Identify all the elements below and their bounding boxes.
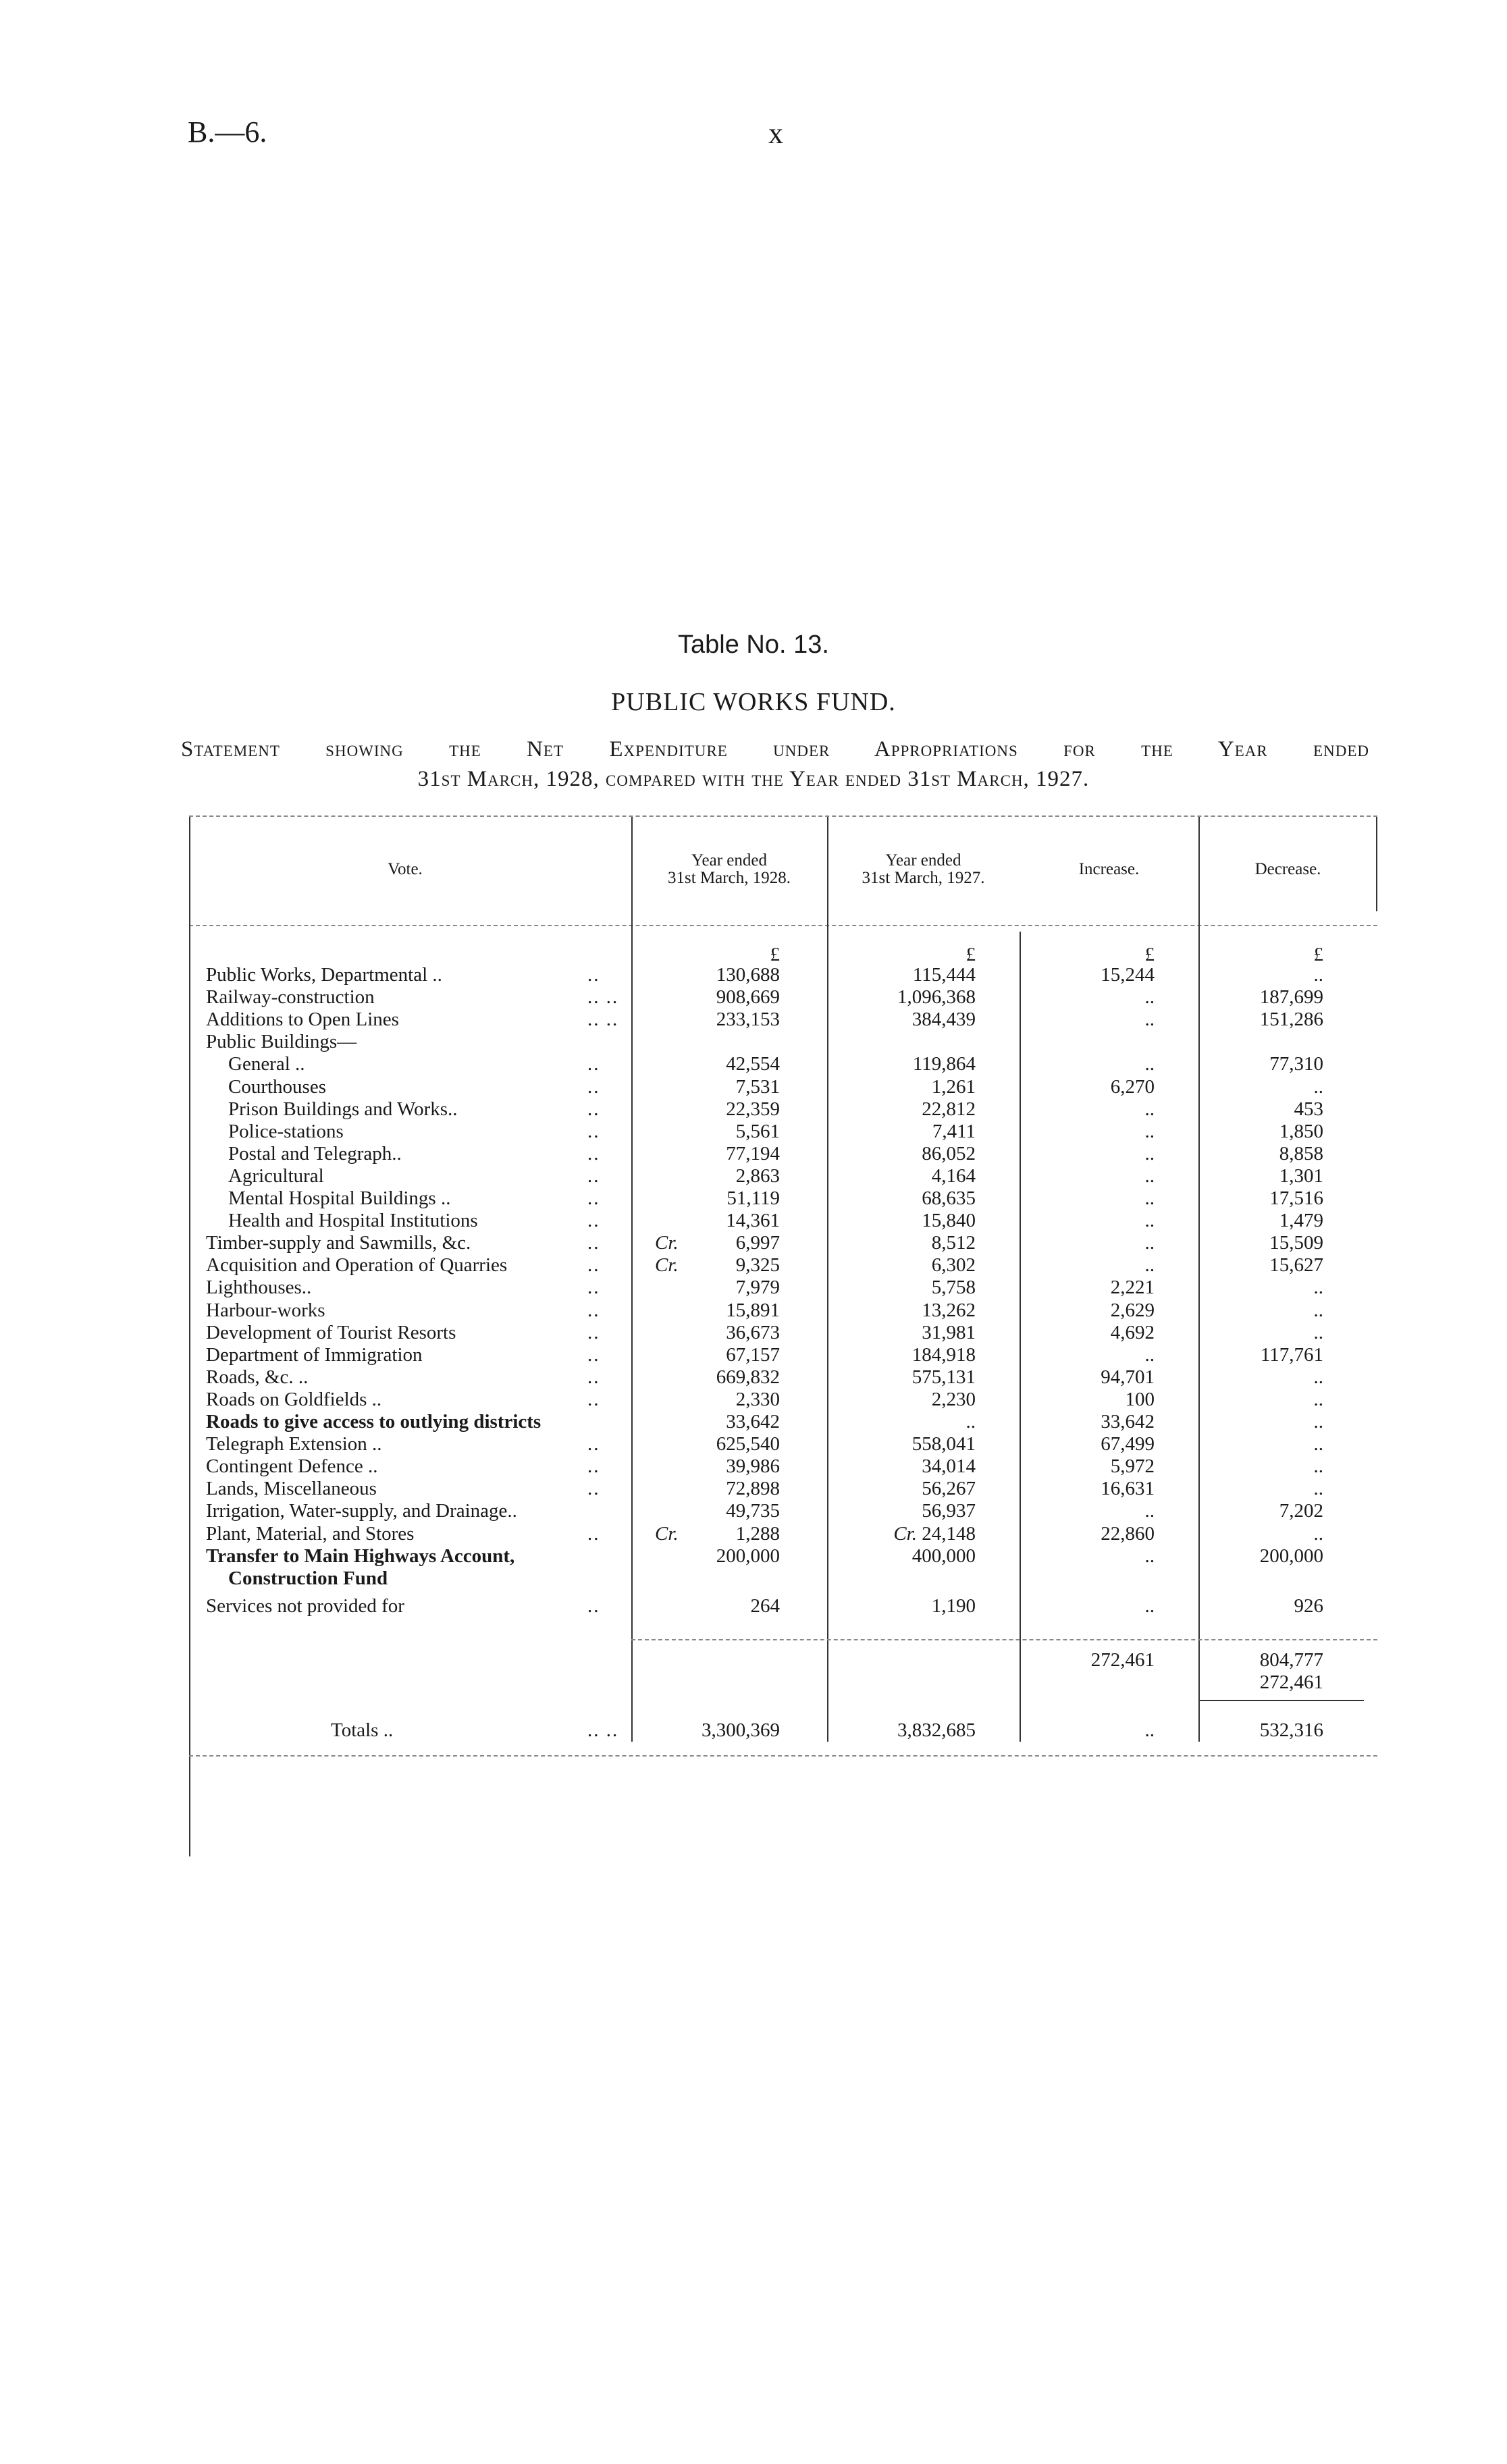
- page-reference: B.—6.: [188, 115, 267, 149]
- value-1928: 908,669: [716, 986, 780, 1009]
- table-row: [0, 986, 1507, 1009]
- value-1928: 264: [750, 1595, 780, 1617]
- totals-label: Totals ..: [331, 1719, 394, 1741]
- credit-marker: Cr.: [655, 1522, 679, 1545]
- total-increase: ..: [1144, 1719, 1155, 1741]
- value-increase: ..: [1144, 1343, 1155, 1366]
- value-increase: 33,642: [1101, 1411, 1155, 1432]
- value-1928: 14,361: [726, 1210, 780, 1232]
- leader-dots: .. ..: [587, 1719, 619, 1741]
- value-1927: 184,918: [911, 1343, 976, 1366]
- leader-dots: ..: [587, 1522, 600, 1545]
- total-decrease: 532,316: [1259, 1719, 1323, 1741]
- subtotal-increase: 272,461: [1090, 1649, 1155, 1671]
- statement-line-2: 31st March, 1928, compared with the Year ended 31st March, 1927.: [417, 767, 1090, 791]
- vote-label: Health and Hospital Institutions: [228, 1210, 478, 1232]
- vote-label: Lighthouses..: [206, 1277, 312, 1299]
- vote-label: Agricultural: [228, 1164, 324, 1187]
- statement-line-1: Statement showing the Net Expenditure under Appropriations for the Year ended: [181, 737, 1369, 761]
- vote-label: Construction Fund: [228, 1567, 388, 1589]
- value-decrease: ..: [1313, 1411, 1323, 1432]
- value-increase: ..: [1144, 1595, 1155, 1617]
- value-1927: 8,512: [931, 1232, 976, 1254]
- value-decrease: 151,286: [1259, 1009, 1323, 1031]
- value-1928: 1,288: [735, 1522, 780, 1545]
- vote-label: Roads on Goldfields ..: [206, 1388, 382, 1410]
- value-decrease: 77,310: [1269, 1053, 1323, 1075]
- table-row: [0, 1053, 1507, 1075]
- value-decrease: 1,479: [1279, 1210, 1323, 1232]
- leader-dots: ..: [587, 1595, 600, 1617]
- value-increase: 2,221: [1110, 1277, 1155, 1299]
- value-decrease: 8,858: [1279, 1142, 1323, 1164]
- value-decrease: ..: [1313, 1277, 1323, 1299]
- vote-label: Acquisition and Operation of Quarries: [206, 1254, 508, 1277]
- value-1928: 200,000: [716, 1545, 780, 1567]
- leader-dots: ..: [587, 1210, 600, 1232]
- leader-dots: ..: [587, 1164, 600, 1187]
- value-1927: 56,937: [922, 1500, 976, 1522]
- value-1928: 67,157: [726, 1343, 780, 1366]
- table-row: [0, 1411, 1507, 1433]
- value-increase: 6,270: [1110, 1075, 1155, 1098]
- table-row: [0, 1389, 1507, 1411]
- table-row: [0, 1165, 1507, 1187]
- value-1928: 6,997: [735, 1232, 780, 1254]
- value-decrease: ..: [1313, 1478, 1323, 1500]
- value-increase: ..: [1144, 1164, 1155, 1187]
- vote-label: Courthouses: [228, 1075, 326, 1098]
- value-1927: 68,635: [922, 1187, 976, 1209]
- leader-dots: ..: [587, 1455, 600, 1478]
- value-1928: 7,979: [735, 1277, 780, 1299]
- year2-line2: 31st March, 1927.: [862, 869, 985, 887]
- value-increase: 67,499: [1101, 1433, 1155, 1455]
- table-row: [0, 964, 1507, 986]
- value-decrease: ..: [1313, 1299, 1323, 1321]
- vote-label: Public Works, Departmental ..: [206, 964, 442, 986]
- value-1927: 7,411: [932, 1120, 976, 1142]
- totals-top-rule: [1198, 1700, 1364, 1701]
- value-decrease: ..: [1313, 1366, 1323, 1388]
- value-increase: 94,701: [1101, 1366, 1155, 1388]
- table-row: [0, 1595, 1507, 1617]
- value-1927: ..: [966, 1411, 976, 1432]
- value-increase: 5,972: [1110, 1455, 1155, 1478]
- value-1927: 400,000: [911, 1545, 976, 1567]
- column-header-year-1927: [827, 852, 1020, 887]
- value-decrease: 1,850: [1279, 1120, 1323, 1142]
- value-1927: 4,164: [931, 1164, 976, 1187]
- value-1928: 130,688: [716, 964, 780, 986]
- value-1927: 15,840: [922, 1210, 976, 1232]
- leader-dots: ..: [587, 1277, 600, 1299]
- leader-dots: ..: [587, 1433, 600, 1455]
- vote-label: General ..: [228, 1053, 305, 1075]
- value-decrease: 15,627: [1269, 1254, 1323, 1277]
- value-decrease: 17,516: [1269, 1187, 1323, 1209]
- leader-dots: ..: [587, 1232, 600, 1254]
- vote-label: Additions to Open Lines: [206, 1009, 399, 1031]
- value-decrease: 200,000: [1259, 1545, 1323, 1567]
- value-increase: ..: [1144, 1545, 1155, 1567]
- value-increase: ..: [1144, 1009, 1155, 1031]
- table-row: [0, 1322, 1507, 1344]
- table-row: [0, 1254, 1507, 1277]
- column-header-increase: Increase.: [1078, 860, 1140, 878]
- table-row: [0, 1232, 1507, 1254]
- value-1928: 2,863: [735, 1164, 780, 1187]
- currency-y1: £: [770, 944, 780, 965]
- table-row: [0, 1523, 1507, 1545]
- vote-label: Harbour-works: [206, 1299, 325, 1321]
- value-increase: 100: [1125, 1388, 1155, 1410]
- table-row: [0, 1366, 1507, 1389]
- leader-dots: ..: [587, 964, 600, 986]
- table-row: [0, 1433, 1507, 1455]
- credit-marker: Cr.: [655, 1254, 679, 1277]
- value-decrease: 187,699: [1259, 986, 1323, 1009]
- value-1927: 2,230: [931, 1388, 976, 1410]
- table-row: [0, 1545, 1507, 1568]
- leader-dots: ..: [587, 1254, 600, 1277]
- vote-label: Postal and Telegraph..: [228, 1142, 402, 1164]
- table-row: [0, 1300, 1507, 1322]
- value-1928: 5,561: [735, 1120, 780, 1142]
- vote-label: Timber-supply and Sawmills, &c.: [206, 1232, 471, 1254]
- table-row: [0, 1121, 1507, 1143]
- value-decrease: ..: [1313, 1433, 1323, 1455]
- value-decrease: ..: [1313, 1321, 1323, 1343]
- value-1927: 1,096,368: [897, 986, 976, 1009]
- total-1927: 3,832,685: [897, 1719, 976, 1741]
- value-increase: ..: [1144, 1210, 1155, 1232]
- currency-row: [0, 944, 1507, 966]
- value-1928: 22,359: [726, 1098, 780, 1120]
- totals-row: [0, 1719, 1507, 1742]
- value-1927: 5,758: [931, 1277, 976, 1299]
- value-decrease: ..: [1313, 1388, 1323, 1410]
- table-row: [0, 1031, 1507, 1053]
- table-row: [0, 1277, 1507, 1299]
- vote-label: Lands, Miscellaneous: [206, 1478, 377, 1500]
- value-1927: 1,261: [931, 1075, 976, 1098]
- vote-label: Services not provided for: [206, 1595, 404, 1617]
- value-increase: ..: [1144, 1232, 1155, 1254]
- fund-title: PUBLIC WORKS FUND.: [611, 688, 896, 716]
- table-row: [0, 1187, 1507, 1210]
- value-1927: 31,981: [922, 1321, 976, 1343]
- leader-dots: ..: [587, 1343, 600, 1366]
- leader-dots: ..: [587, 1053, 600, 1075]
- value-1928: 625,540: [716, 1433, 780, 1455]
- table-number: Table No. 13.: [678, 631, 829, 659]
- value-1927: 34,014: [922, 1455, 976, 1478]
- value-1927: 575,131: [911, 1366, 976, 1388]
- vote-label: Department of Immigration: [206, 1343, 423, 1366]
- value-1928: 39,986: [726, 1455, 780, 1478]
- value-1928: 15,891: [726, 1299, 780, 1321]
- value-1928: 9,325: [735, 1254, 780, 1277]
- year2-line1: Year ended: [885, 851, 961, 869]
- value-1928: 7,531: [735, 1075, 780, 1098]
- leader-dots: ..: [587, 1142, 600, 1164]
- value-1928: 77,194: [726, 1142, 780, 1164]
- leader-dots: .. ..: [587, 986, 619, 1009]
- value-1927: 558,041: [911, 1433, 976, 1455]
- vote-label: Irrigation, Water-supply, and Drainage..: [206, 1500, 517, 1522]
- value-1928: 33,642: [726, 1411, 780, 1432]
- vote-label: Railway-construction: [206, 986, 375, 1009]
- value-increase: ..: [1144, 986, 1155, 1009]
- value-decrease: ..: [1313, 1455, 1323, 1478]
- leader-dots: ..: [587, 1388, 600, 1410]
- table-row: [0, 1009, 1507, 1031]
- value-decrease: ..: [1313, 964, 1323, 986]
- value-decrease: 453: [1294, 1098, 1323, 1120]
- value-increase: ..: [1144, 1142, 1155, 1164]
- value-increase: ..: [1144, 1254, 1155, 1277]
- credit-marker: Cr.: [655, 1232, 679, 1254]
- value-1928: 36,673: [726, 1321, 780, 1343]
- leader-dots: ..: [587, 1187, 600, 1209]
- value-increase: 2,629: [1110, 1299, 1155, 1321]
- value-decrease: ..: [1313, 1522, 1323, 1545]
- value-decrease: 15,509: [1269, 1232, 1323, 1254]
- vote-label: Roads to give access to outlying districts: [206, 1411, 541, 1432]
- leader-dots: ..: [587, 1075, 600, 1098]
- table-row: [0, 1500, 1507, 1522]
- value-1927: [827, 1523, 976, 1545]
- value-increase: 22,860: [1101, 1522, 1155, 1545]
- vote-label: Police-stations: [228, 1120, 344, 1142]
- value-1927: 1,190: [931, 1595, 976, 1617]
- column-header-vote: Vote.: [388, 860, 423, 878]
- value-1928: 72,898: [726, 1478, 780, 1500]
- vote-label: Contingent Defence ..: [206, 1455, 378, 1478]
- value-1927: 6,302: [931, 1254, 976, 1277]
- vote-label: Public Buildings—: [206, 1031, 357, 1053]
- value-1927: 86,052: [922, 1142, 976, 1164]
- table-row: [0, 1076, 1507, 1098]
- table-row: [0, 1143, 1507, 1165]
- value-1928: 2,330: [735, 1388, 780, 1410]
- leader-dots: ..: [587, 1299, 600, 1321]
- value-increase: 15,244: [1101, 964, 1155, 986]
- value-decrease: 1,301: [1279, 1164, 1323, 1187]
- currency-y2: £: [966, 944, 976, 965]
- value-increase: ..: [1144, 1500, 1155, 1522]
- column-header-year-1928: [631, 852, 827, 887]
- vote-label: Roads, &c. ..: [206, 1366, 309, 1388]
- vote-label: Telegraph Extension ..: [206, 1433, 382, 1455]
- vote-label: Prison Buildings and Works..: [228, 1098, 458, 1120]
- value-1927: 13,262: [922, 1299, 976, 1321]
- leader-dots: ..: [587, 1098, 600, 1120]
- table-row: [0, 1210, 1507, 1232]
- vote-label: Development of Tourist Resorts: [206, 1321, 456, 1343]
- leader-dots: ..: [587, 1366, 600, 1388]
- value-1928: 42,554: [726, 1053, 780, 1075]
- value-decrease: ..: [1313, 1075, 1323, 1098]
- value-1928: 669,832: [716, 1366, 780, 1388]
- column-rule-right: [1376, 817, 1377, 911]
- subtotal-row: [0, 1649, 1507, 1671]
- value-decrease: 7,202: [1279, 1500, 1323, 1522]
- value-increase: ..: [1144, 1120, 1155, 1142]
- subtotal-decrease-offset: 272,461: [1259, 1671, 1323, 1693]
- value-decrease: 117,761: [1260, 1343, 1323, 1366]
- table-row: [0, 1478, 1507, 1500]
- value-1928: 49,735: [726, 1500, 780, 1522]
- table-row: [0, 1098, 1507, 1121]
- value-1928: 233,153: [716, 1009, 780, 1031]
- vote-label: Plant, Material, and Stores: [206, 1522, 415, 1545]
- year1-line2: 31st March, 1928.: [668, 869, 791, 887]
- credit-marker-1927: Cr.: [893, 1522, 917, 1545]
- leader-dots: .. ..: [587, 1009, 619, 1031]
- table-bottom-rule: [189, 1755, 1377, 1757]
- value-decrease: 926: [1294, 1595, 1323, 1617]
- value-1928: 51,119: [726, 1187, 780, 1209]
- value-1927: 56,267: [922, 1478, 976, 1500]
- value-1927: 119,864: [912, 1053, 976, 1075]
- subtotal-offset-row: [0, 1671, 1507, 1694]
- table-row: [0, 1455, 1507, 1478]
- value-increase: ..: [1144, 1053, 1155, 1075]
- leader-dots: ..: [587, 1321, 600, 1343]
- value-1927: 115,444: [912, 964, 976, 986]
- value-1927: 22,812: [922, 1098, 976, 1120]
- subtotal-decrease: 804,777: [1259, 1649, 1323, 1671]
- vote-label: Transfer to Main Highways Account,: [206, 1545, 515, 1567]
- value-1927-amount: 24,148: [922, 1522, 976, 1545]
- value-increase: 4,692: [1110, 1321, 1155, 1343]
- value-increase: ..: [1144, 1187, 1155, 1209]
- year1-line1: Year ended: [691, 851, 767, 869]
- value-increase: ..: [1144, 1098, 1155, 1120]
- table-row: [0, 1344, 1507, 1366]
- currency-dec: £: [1313, 944, 1323, 965]
- total-1928: 3,300,369: [702, 1719, 780, 1741]
- leader-dots: ..: [587, 1120, 600, 1142]
- table-row: [0, 1568, 1507, 1590]
- column-header-decrease: Decrease.: [1254, 860, 1321, 878]
- leader-dots: ..: [587, 1478, 600, 1500]
- value-1927: 384,439: [911, 1009, 976, 1031]
- subtotal-rule: [631, 1639, 1377, 1640]
- vote-label: Mental Hospital Buildings ..: [228, 1187, 451, 1209]
- page-number: x: [768, 117, 783, 150]
- value-increase: 16,631: [1101, 1478, 1155, 1500]
- currency-inc: £: [1144, 944, 1155, 965]
